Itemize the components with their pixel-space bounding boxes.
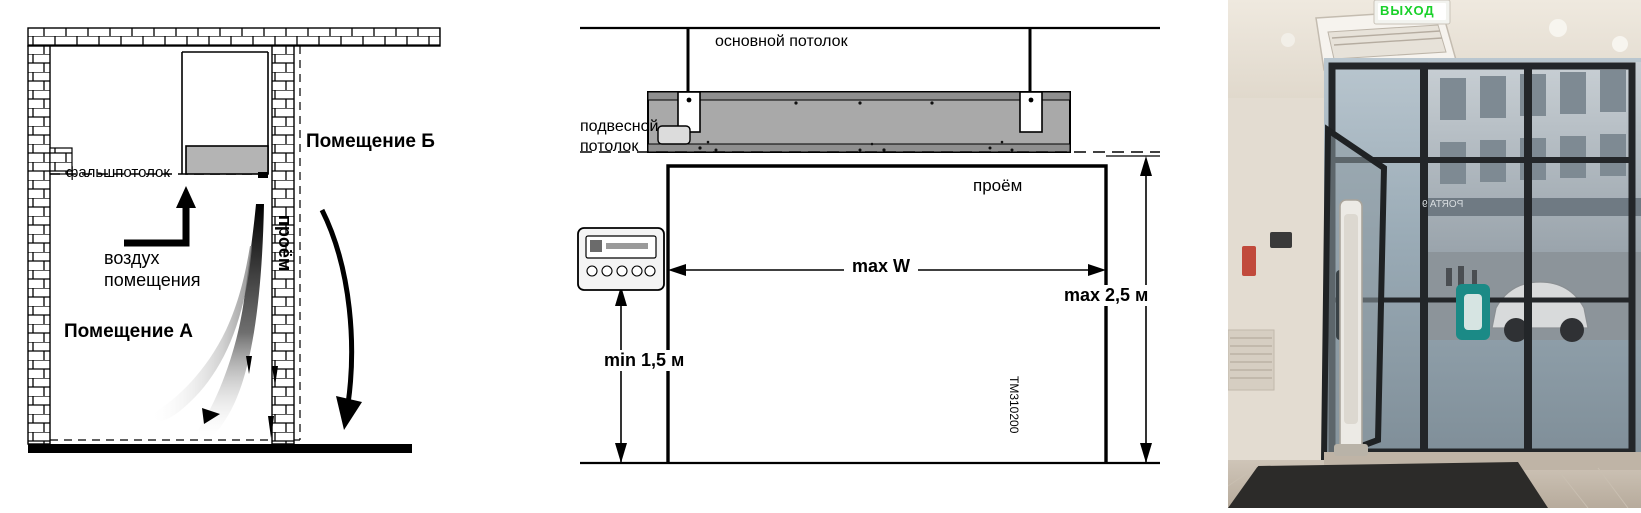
drawing-code-label: ТМ310200 (1007, 376, 1021, 434)
photo-svg (1228, 0, 1641, 508)
left-diagram-svg (0, 0, 470, 508)
suspended-ceiling-label-1: подвесной (580, 118, 659, 135)
curtain-unit-body (648, 92, 1070, 152)
air-curtain-unit (186, 146, 268, 174)
min-height-label: min 1,5 м (600, 350, 688, 371)
room-air-label-1: воздух (104, 248, 160, 268)
ceiling-brick-band (28, 28, 440, 46)
room-a-label: Помещение А (64, 321, 193, 342)
bracket-left-bolt (687, 98, 692, 103)
door-sticker (1456, 284, 1490, 340)
left-diagram-panel (0, 0, 470, 508)
main-ceiling-label: основной потолок (715, 33, 848, 50)
controller-logo-text (606, 243, 648, 249)
exterior-shop-sign-label: PORTA 9 (1422, 199, 1464, 210)
doorway-outline (668, 166, 1106, 463)
curtain-unit-top-rail (648, 92, 1070, 100)
dim-max-height (1106, 156, 1160, 463)
wall-sensor (1270, 232, 1292, 248)
wall-vent-grille (1228, 330, 1274, 390)
left-wall-brick (28, 46, 50, 444)
ceiling-spot-2 (1612, 36, 1628, 52)
suspended-ceiling-label-2: потолок (580, 138, 639, 155)
max-w-label: max W (844, 256, 918, 277)
left-interior-wall (1228, 98, 1324, 508)
unit-nozzle (258, 172, 268, 178)
ceiling-spot-1 (1549, 19, 1567, 37)
photo-panel (1228, 0, 1641, 508)
mid-diagram-svg (560, 0, 1180, 508)
opening-label: проём (973, 176, 1023, 195)
room-air-label-2: помещения (104, 270, 201, 290)
controller-logo-mark (590, 240, 602, 252)
exit-sign-label: ВЫХОД (1380, 3, 1435, 18)
dim-min-height (615, 286, 627, 463)
mid-diagram-panel (560, 0, 1180, 508)
ceiling-spot-3 (1281, 33, 1295, 47)
false-ceiling-label: фальшпотолок (66, 164, 170, 181)
wall-fire-device (1242, 246, 1256, 276)
entrance-mat (1228, 462, 1548, 508)
max-height-label: max 2,5 м (1060, 285, 1152, 306)
room-b-label: Помещение Б (306, 131, 435, 152)
controller-panel (578, 228, 664, 290)
floor-line (28, 444, 412, 453)
room-air-arrow (124, 186, 196, 243)
service-hatch (658, 126, 690, 144)
bracket-right-bolt (1029, 98, 1034, 103)
opening-vertical-label: проём (275, 215, 295, 272)
door-swing-arrow (322, 210, 362, 430)
